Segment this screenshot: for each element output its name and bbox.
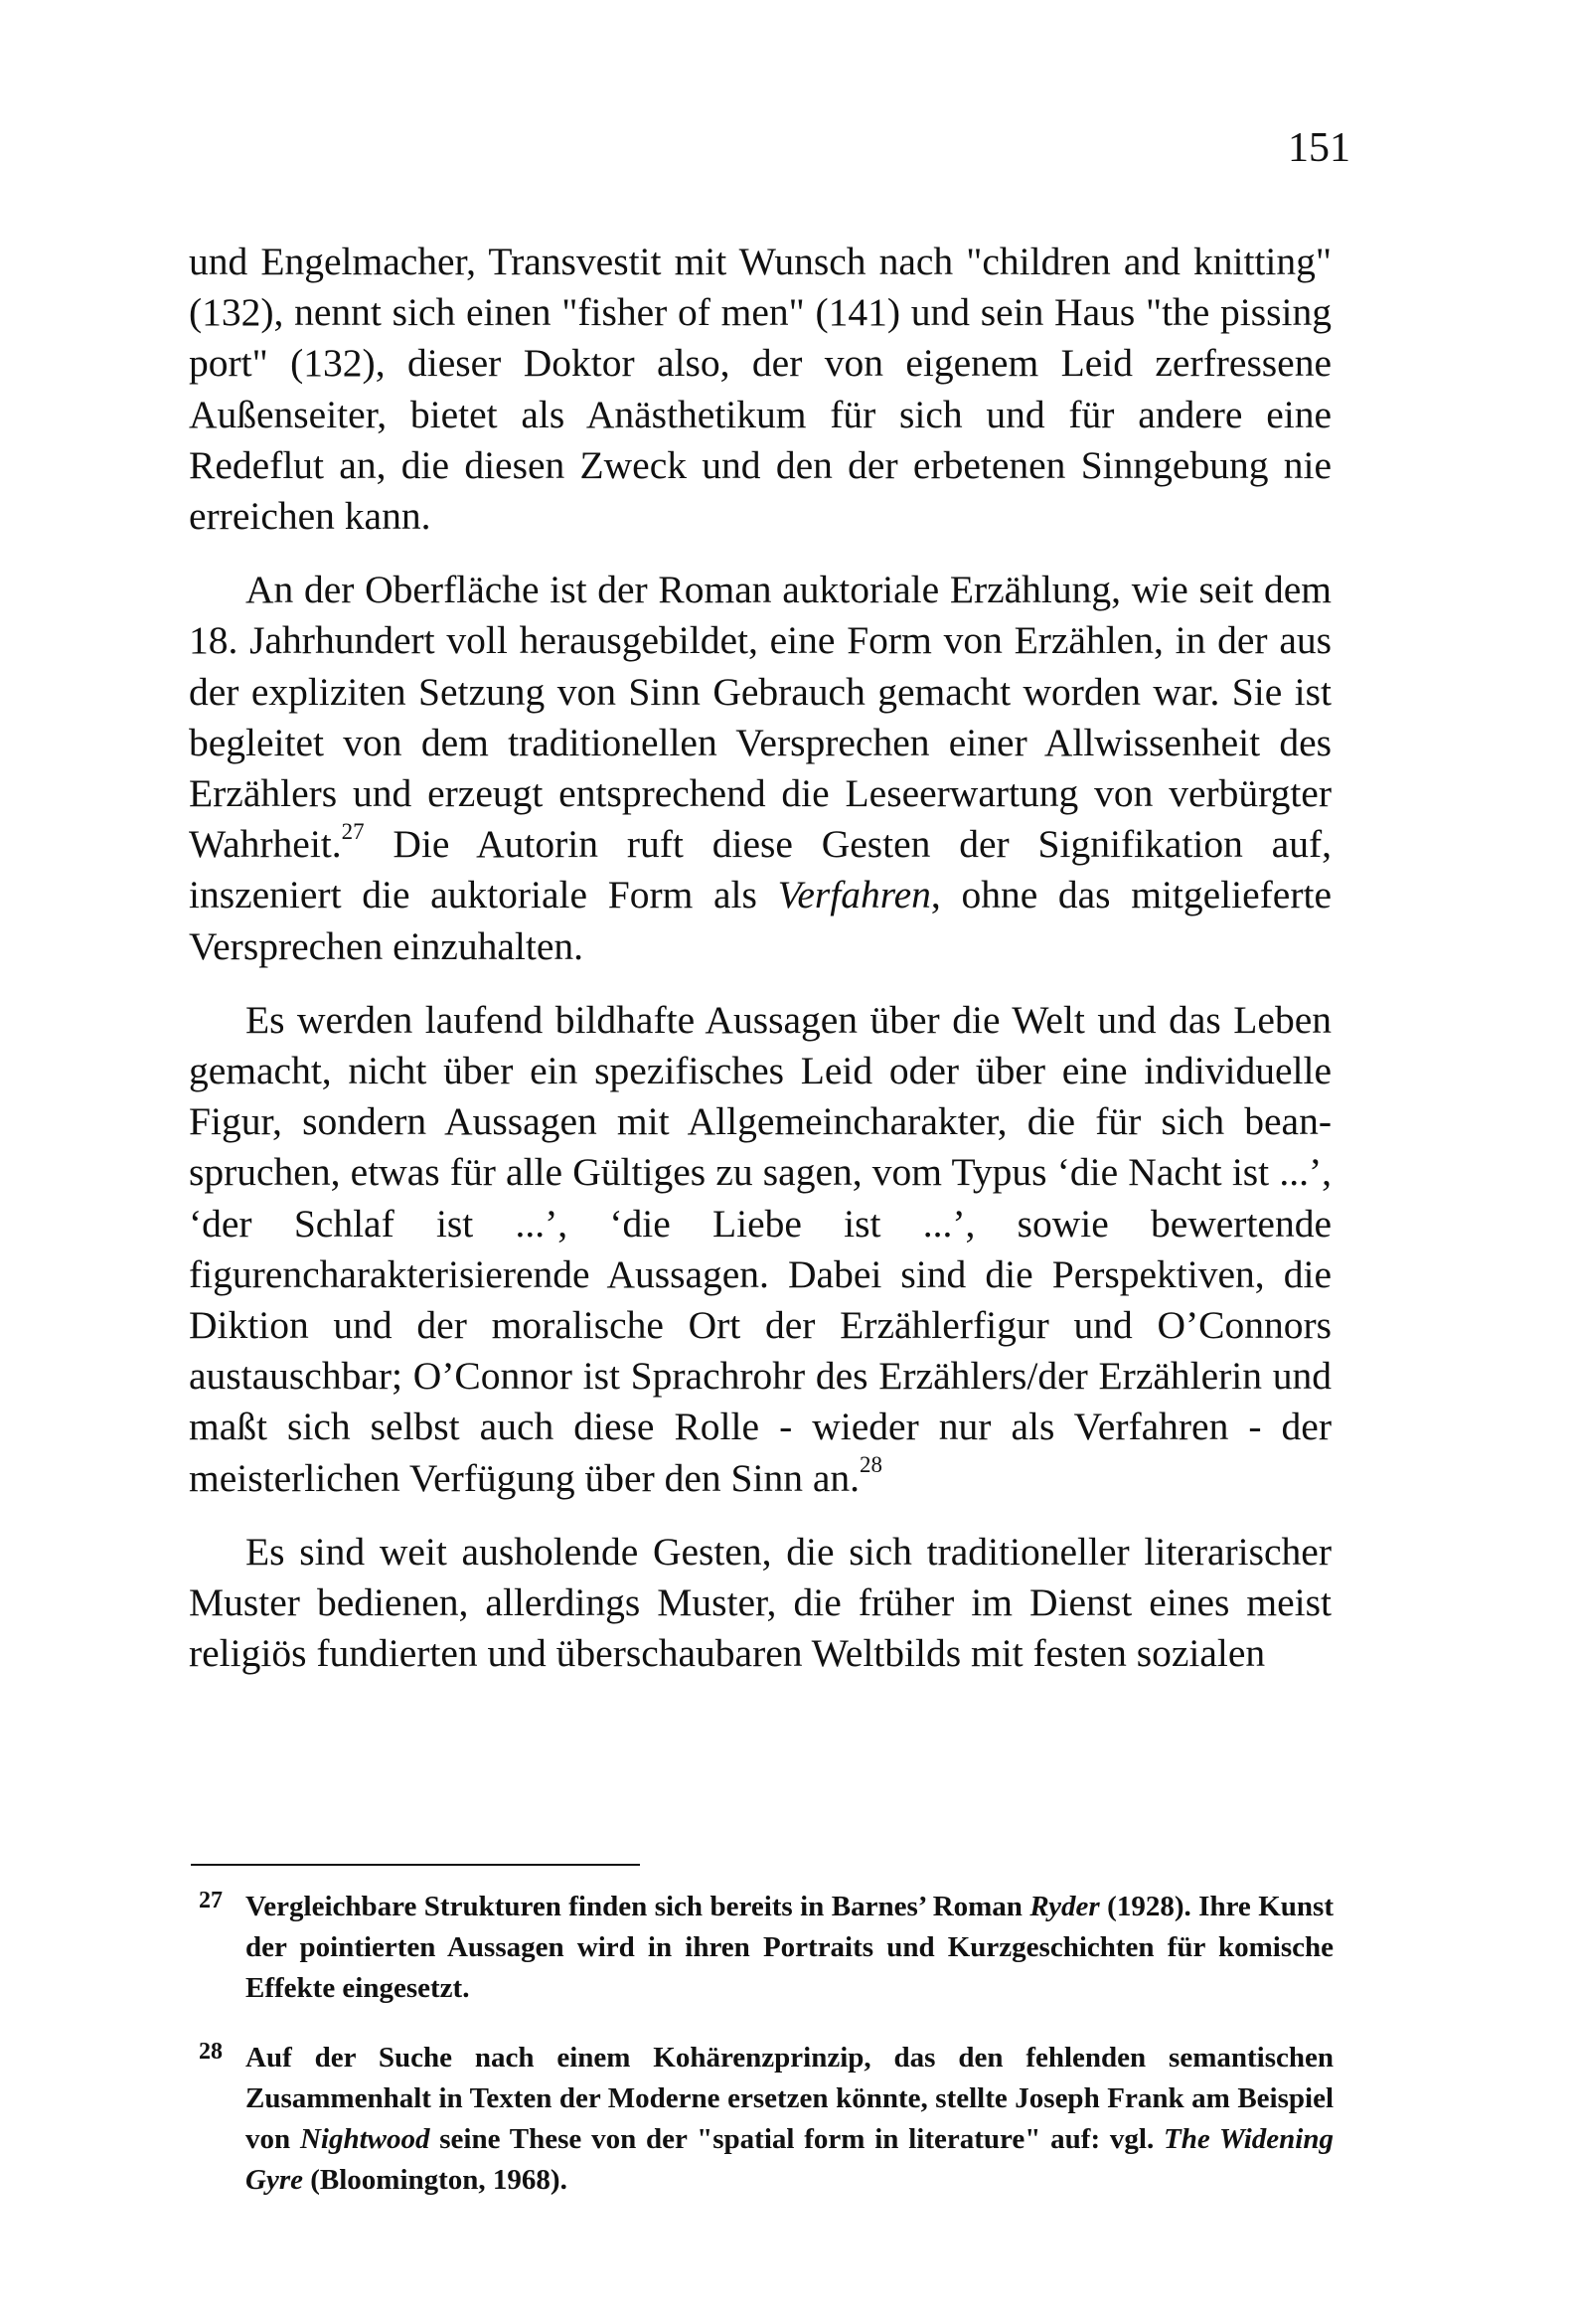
footnote-27-text-b: (1928). Ihre Kunst der pointierten Aussagen wird in ihren Portraits und Kurzgeschichten für komische Effekte eingesetzt. <box>245 1891 1334 2004</box>
footnote-28-emphasis-2: The Widening Gyre <box>245 2123 1334 2196</box>
page-number: 151 <box>1288 125 1350 171</box>
footnote-ref-27[interactable]: 27 <box>341 818 365 844</box>
paragraph-3-text: Es werden laufend bildhafte Aussagen über die Welt und das Leben gemacht, nicht über ein spezifisches Leid oder über eine individuelle Figur, sondern Aussagen mit Allgemeincharakter, die für sich beanspruchen, etwas für alle Gültiges zu sagen, vom Typus ‘die Nacht ist ...’, ‘der Schlaf ist ...’, ‘die Liebe ist ...’, sowie bewertende figurencharakterisierende Aussagen. Dabei sind die Perspektiven, die Diktion und der moralische Ort der Erzählerfigur und O’Connors austauschbar; O’Connor ist Sprachrohr des Erzählers/der Erzählerin und maßt sich selbst auch diese Rolle - wieder nur als Verfahren - der meisterlichen Verfügung über den Sinn an. <box>189 997 1332 1500</box>
paragraph-2-text-c: , ohne das mitgelieferte Versprechen einzuhalten. <box>189 873 1332 968</box>
paragraph-2-text-a: An der Oberfläche ist der Roman auktoriale Erzählung, wie seit dem 18. Jahrhundert voll herausgebildet, eine Form von Erzählen, in der aus der expliziten Setzung von Sinn Gebrauch gemacht worden war. Sie ist begleitet von dem traditionellen Versprechen einer Allwissenheit des Erzählers und erzeugt entsprechend die Leseerwartung von verbürgter Wahrheit. <box>189 568 1332 867</box>
paragraph-2 <box>189 565 1332 972</box>
paragraph-1: und Engelmacher, Transvestit mit Wunsch nach "children and knitting" (132), nennt sich einen "fisher of men" (141) und sein Haus "the pissing port" (132), dieser Doktor also, der von eigenem Leid zerfressene Außenseiter, bietet als Anästhetikum für sich und für andere eine Redeflut an, die diesen Zweck und den der erbetenen Sinngebung nie erreichen kann. <box>189 240 1332 539</box>
body-text <box>189 237 1332 1702</box>
footnote-27-text-a: Vergleichbare Strukturen finden sich bereits in Barnes’ Roman <box>245 1891 1030 1922</box>
paragraph-4: Es sind weit ausholende Gesten, die sich traditioneller literarischer Muster bedienen, allerdings Muster, die früher im Dienst eines meist religiös fundierten und überschaubaren Weltbilds mit festen sozialen <box>189 1529 1332 1676</box>
footnotes <box>191 1887 1334 2230</box>
footnote-28-text-a: Auf der Suche nach einem Kohärenzprinzip, das den fehlenden semantischen Zusammenhalt in Texten der Moderne ersetzen könnte, stellte Joseph Frank am Beispiel von <box>245 2042 1334 2155</box>
footnote-ref-28[interactable]: 28 <box>860 1451 882 1477</box>
paragraph-2-text-b: Die Autorin ruft diese Gesten der Signifikation auf, inszeniert die auktoriale Form als <box>189 822 1332 917</box>
paragraph-3 <box>189 995 1332 1504</box>
footnote-28-text-b: seine These von der "spatial form in literature" auf: vgl. <box>429 2123 1165 2155</box>
footnote-28-text-c: (Bloomington, 1968). <box>302 2164 567 2196</box>
footnote-27-emphasis: Ryder <box>1029 1891 1100 1922</box>
footnote-number: 27 <box>199 1888 223 1913</box>
footnote-number: 28 <box>199 2039 223 2065</box>
paragraph-2-emphasis: Verfahren <box>777 873 931 917</box>
footnote-divider <box>191 1864 640 1866</box>
footnote-28 <box>191 2038 1334 2201</box>
footnote-27 <box>191 1887 1334 2009</box>
footnote-28-emphasis-1: Nightwood <box>299 2123 430 2155</box>
